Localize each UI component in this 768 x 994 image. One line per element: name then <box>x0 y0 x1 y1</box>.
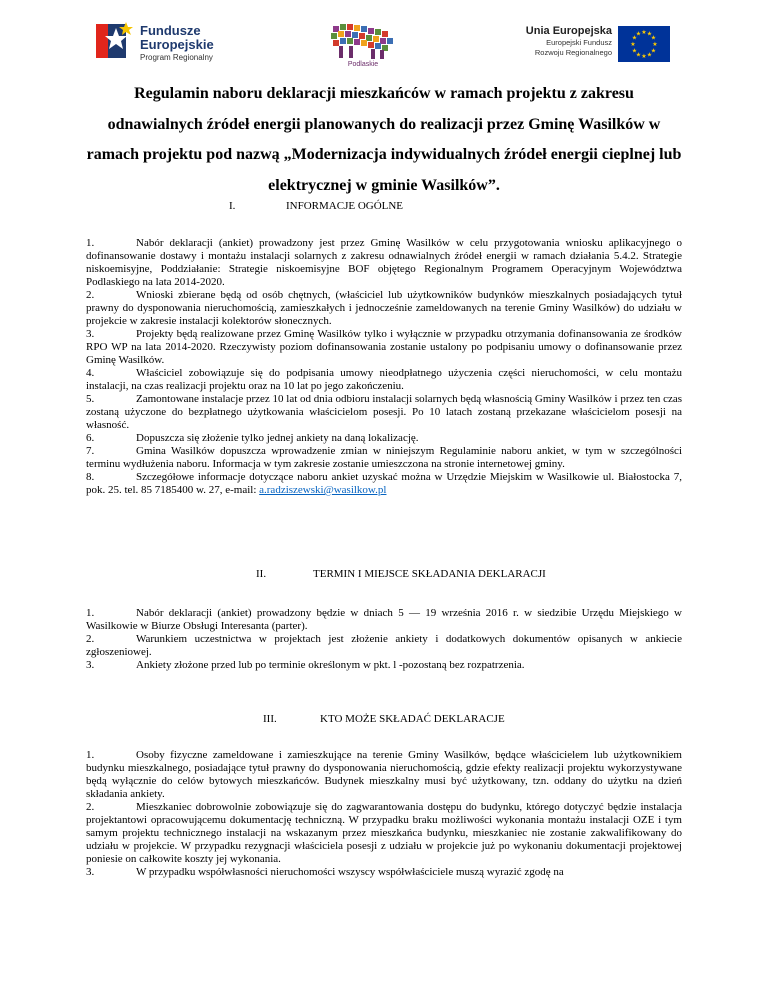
section-number: III. <box>263 713 277 725</box>
list-item: 1. Osoby fizyczne zameldowane i zamieszkujące na terenie Gminy Wasilków, będące właścicielem lub użytkownikiem budynku mieszkalnego, posiadające tytuł prawny do dysponowania nieruchomością, gdzie efekty realizacji projektu wykorzystywane będą wyłącznie do celów bytowych mieszkańców. Budynek mieszkalny musi być użytkowany, tzn. oddany do użytku na dzień składania ankiety. <box>86 749 682 800</box>
list-item: 1. Nabór deklaracji (ankiet) prowadzony będzie w dniach 5 — 19 września 2016 r. w siedzibie Urzędu Miejskiego w Wasilkowie w Biurze Obsługi Interesanta (parter). <box>86 607 682 632</box>
section-number: I. <box>229 200 236 212</box>
svg-text:★: ★ <box>646 51 653 59</box>
ue-logo-text <box>508 24 612 58</box>
fe-line1: Fundusze <box>140 23 201 38</box>
svg-text:★: ★ <box>631 34 638 42</box>
ue-line2: Europejski Fundusz <box>546 38 612 47</box>
document-title: Regulamin naboru deklaracji mieszkańców w ramach projektu z zakresu odnawialnych źródeł energii planowanych do realizacji przez Gminę Wasilków w ramach projektu pod nazwą „Modernizacja indywidualnych źródeł energii cieplnej lub elektrycznej w gminie Wasilków”. <box>86 85 682 194</box>
section-title: KTO MOŻE SKŁADAĆ DEKLARACJE <box>320 713 505 725</box>
unia-europejska-logo <box>508 24 674 68</box>
fe-logo-text <box>140 24 214 63</box>
section-number: II. <box>256 568 267 580</box>
svg-text:★: ★ <box>650 47 657 55</box>
list-item: 8. Szczegółowe informacje dotyczące naboru ankiet uzyskać można w Urzędzie Miejskim w Wasilkowie ul. Białostocka 7, pok. 25. tel. 85 7185400 w. 27, e-mail: a.radziszewski@wasilkow.pl <box>86 471 682 496</box>
svg-text:★: ★ <box>631 47 638 55</box>
svg-text:★: ★ <box>635 51 642 59</box>
podlaskie-logo <box>325 20 401 74</box>
svg-text:★: ★ <box>641 53 647 60</box>
list-item: 1. Nabór deklaracji (ankiet) prowadzony jest przez Gminę Wasilków w celu przygotowania wniosku aplikacyjnego o dofinansowanie dostawy i montażu instalacji solarnych z zakresu odnawialnych źródeł energii w ramach działania 5.4.2. Strategie niskoemisyjne, Poddziałanie: Strategie niskoemisyjne BOF objętego Regionalnym Programem Operacyjnym Województwa Podlaskiego na lata 2014-2020. <box>86 237 682 288</box>
email-link[interactable]: a.radziszewski@wasilkow.pl <box>259 484 387 496</box>
list-item: 4. Właściciel zobowiązuje się do podpisania umowy nieodpłatnego użyczenia części nieruchomości, w celu montażu instalacji, na czas realizacji projektu oraz na 10 lat po jego zakończeniu. <box>86 367 682 392</box>
svg-text:★: ★ <box>635 30 642 38</box>
fe-star-icon <box>96 20 134 60</box>
list-item: 3. W przypadku współwłasności nieruchomości wszyscy współwłaściciele muszą wyrazić zgodę na <box>86 866 564 878</box>
section-2-list <box>86 607 682 672</box>
fe-line2: Europejskie <box>140 37 214 52</box>
eu-flag-icon <box>618 26 670 62</box>
ue-line1: Unia Europejska <box>525 25 612 37</box>
list-item: 3. Ankiety złożone przed lub po terminie określonym w pkt. l -pozostaną bez rozpatrzenia. <box>86 659 525 671</box>
svg-text:★: ★ <box>646 30 653 38</box>
fundusze-europejskie-logo <box>96 18 246 70</box>
svg-text:★: ★ <box>652 41 658 48</box>
podlaskie-label: Podlaskie <box>347 61 379 68</box>
ue-line3: Rozwoju Regionalnego <box>534 48 612 57</box>
section-1-list <box>86 237 682 497</box>
section-title: INFORMACJE OGÓLNE <box>286 200 404 212</box>
list-item: 3. Projekty będą realizowane przez Gminę Wasilków tylko i wyłącznie w przypadku otrzymania dofinansowania ze środków RPO WP na lata 2014-2020. Rzeczywisty poziom dofinansowania zostanie ustalony po podpisaniu umowy o dofinansowanie przez Gminę Wasilków. <box>86 328 682 366</box>
section-title: TERMIN I MIEJSCE SKŁADANIA DEKLARACJI <box>313 568 546 580</box>
svg-text:★: ★ <box>650 34 657 42</box>
section-3-list <box>86 749 682 879</box>
list-item: 5. Zamontowane instalacje przez 10 lat od dnia odbioru instalacji solarnych będą własnością Gminy Wasilków i przez ten czas zostaną użyczone do bezpłatnego użytkowania właścicielom posesji. Po 10 latach zostaną przekazane właścicielom posesji na własność. <box>86 393 682 431</box>
list-item: 2. Mieszkaniec dobrowolnie zobowiązuje się do zagwarantowania dostępu do budynku, którego dotyczyć będzie instalacja projektantowi opracowującemu dokumentację techniczną. W przypadku braku możliwości wykonania montażu instalacji OZE i tym samym projektu technicznego instalacji na wskazanym przez mieszkańca budynku, mieszkaniec nie zostanie zakwalifikowany do udziału w projekcie. W przypadku rezygnacji właściciela posesji z udziału w projekcie już po wykonaniu dokumentacji projektowej poniesie on całkowite koszty jej wykonania. <box>86 801 682 865</box>
list-item: 2. Wnioski zbierane będą od osób chętnych, (właściciel lub użytkowników budynków mieszkalnych posiadających tytuł prawny do dysponowania nieruchomością, zamieszkałych i jednocześnie zameldowanych na terenie Gminy Wasilków) do udziału w projekcie w zakresie instalacji kolektorów słonecznych. <box>86 289 682 327</box>
bison-icon <box>325 20 401 62</box>
list-item: 6. Dopuszcza się złożenie tylko jednej ankiety na daną lokalizację. <box>86 432 419 444</box>
list-item: 2. Warunkiem uczestnictwa w projektach jest złożenie ankiety i dodatkowych dokumentów opisanych w ankiecie zgłoszeniowej. <box>86 633 682 658</box>
list-item: 7. Gmina Wasilków dopuszcza wprowadzenie zmian w niniejszym Regulaminie naboru ankiet, w tym w szczególności terminu wydłużenia naboru. Informacja w tym zakresie zostanie umieszczona na stronie internetowej gminy. <box>86 445 682 470</box>
svg-text:★: ★ <box>630 41 636 48</box>
header-logos <box>0 8 768 74</box>
fe-line3: Program Regionalny <box>140 53 213 62</box>
svg-text:★: ★ <box>641 29 647 36</box>
